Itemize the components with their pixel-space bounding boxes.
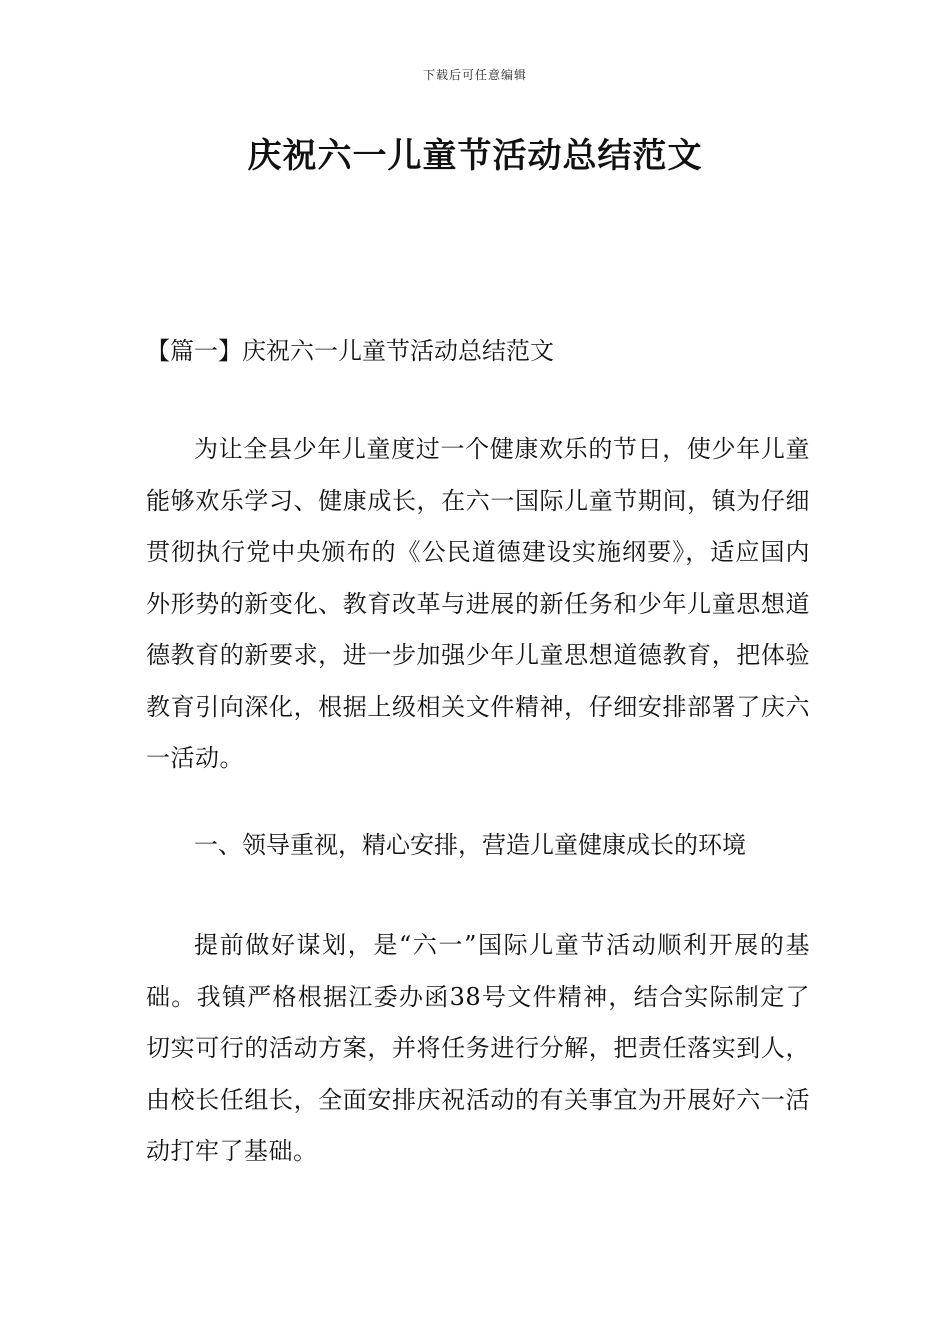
paragraph-planning: 提前做好谋划，是“六一”国际儿童节活动顺利开展的基础。我镇严格根据江委办函38号文件精神，结合实际制定了切实可行的活动方案，并将任务进行分解，把责任落实到人，由校长任组长，全面安排庆祝活动的有关事宜为开展好六一活动打牢了基础。	[146, 931, 810, 1165]
section-heading: 【篇一】庆祝六一儿童节活动总结范文	[146, 337, 554, 365]
paragraph-intro: 为让全县少年儿童度过一个健康欢乐的节日，使少年儿童能够欢乐学习、健康成长，在六一国际儿童节期间，镇为仔细贯彻执行党中央颁布的《公民道德建设实施纲要》，适应国内外形势的新变化、教育改革与进展的新任务和少年儿童思想道德教育的新要求，进一步加强少年儿童思想道德教育，把体验教育引向深化，根据上级相关文件精神，仔细安排部署了庆六一活动。	[146, 435, 810, 772]
subheading-leadership: 一、领导重视，精心安排，营造儿童健康成长的环境	[194, 831, 746, 859]
header-note: 下载后可任意编辑	[422, 68, 527, 82]
document-title: 庆祝六一儿童节活动总结范文	[247, 136, 703, 176]
